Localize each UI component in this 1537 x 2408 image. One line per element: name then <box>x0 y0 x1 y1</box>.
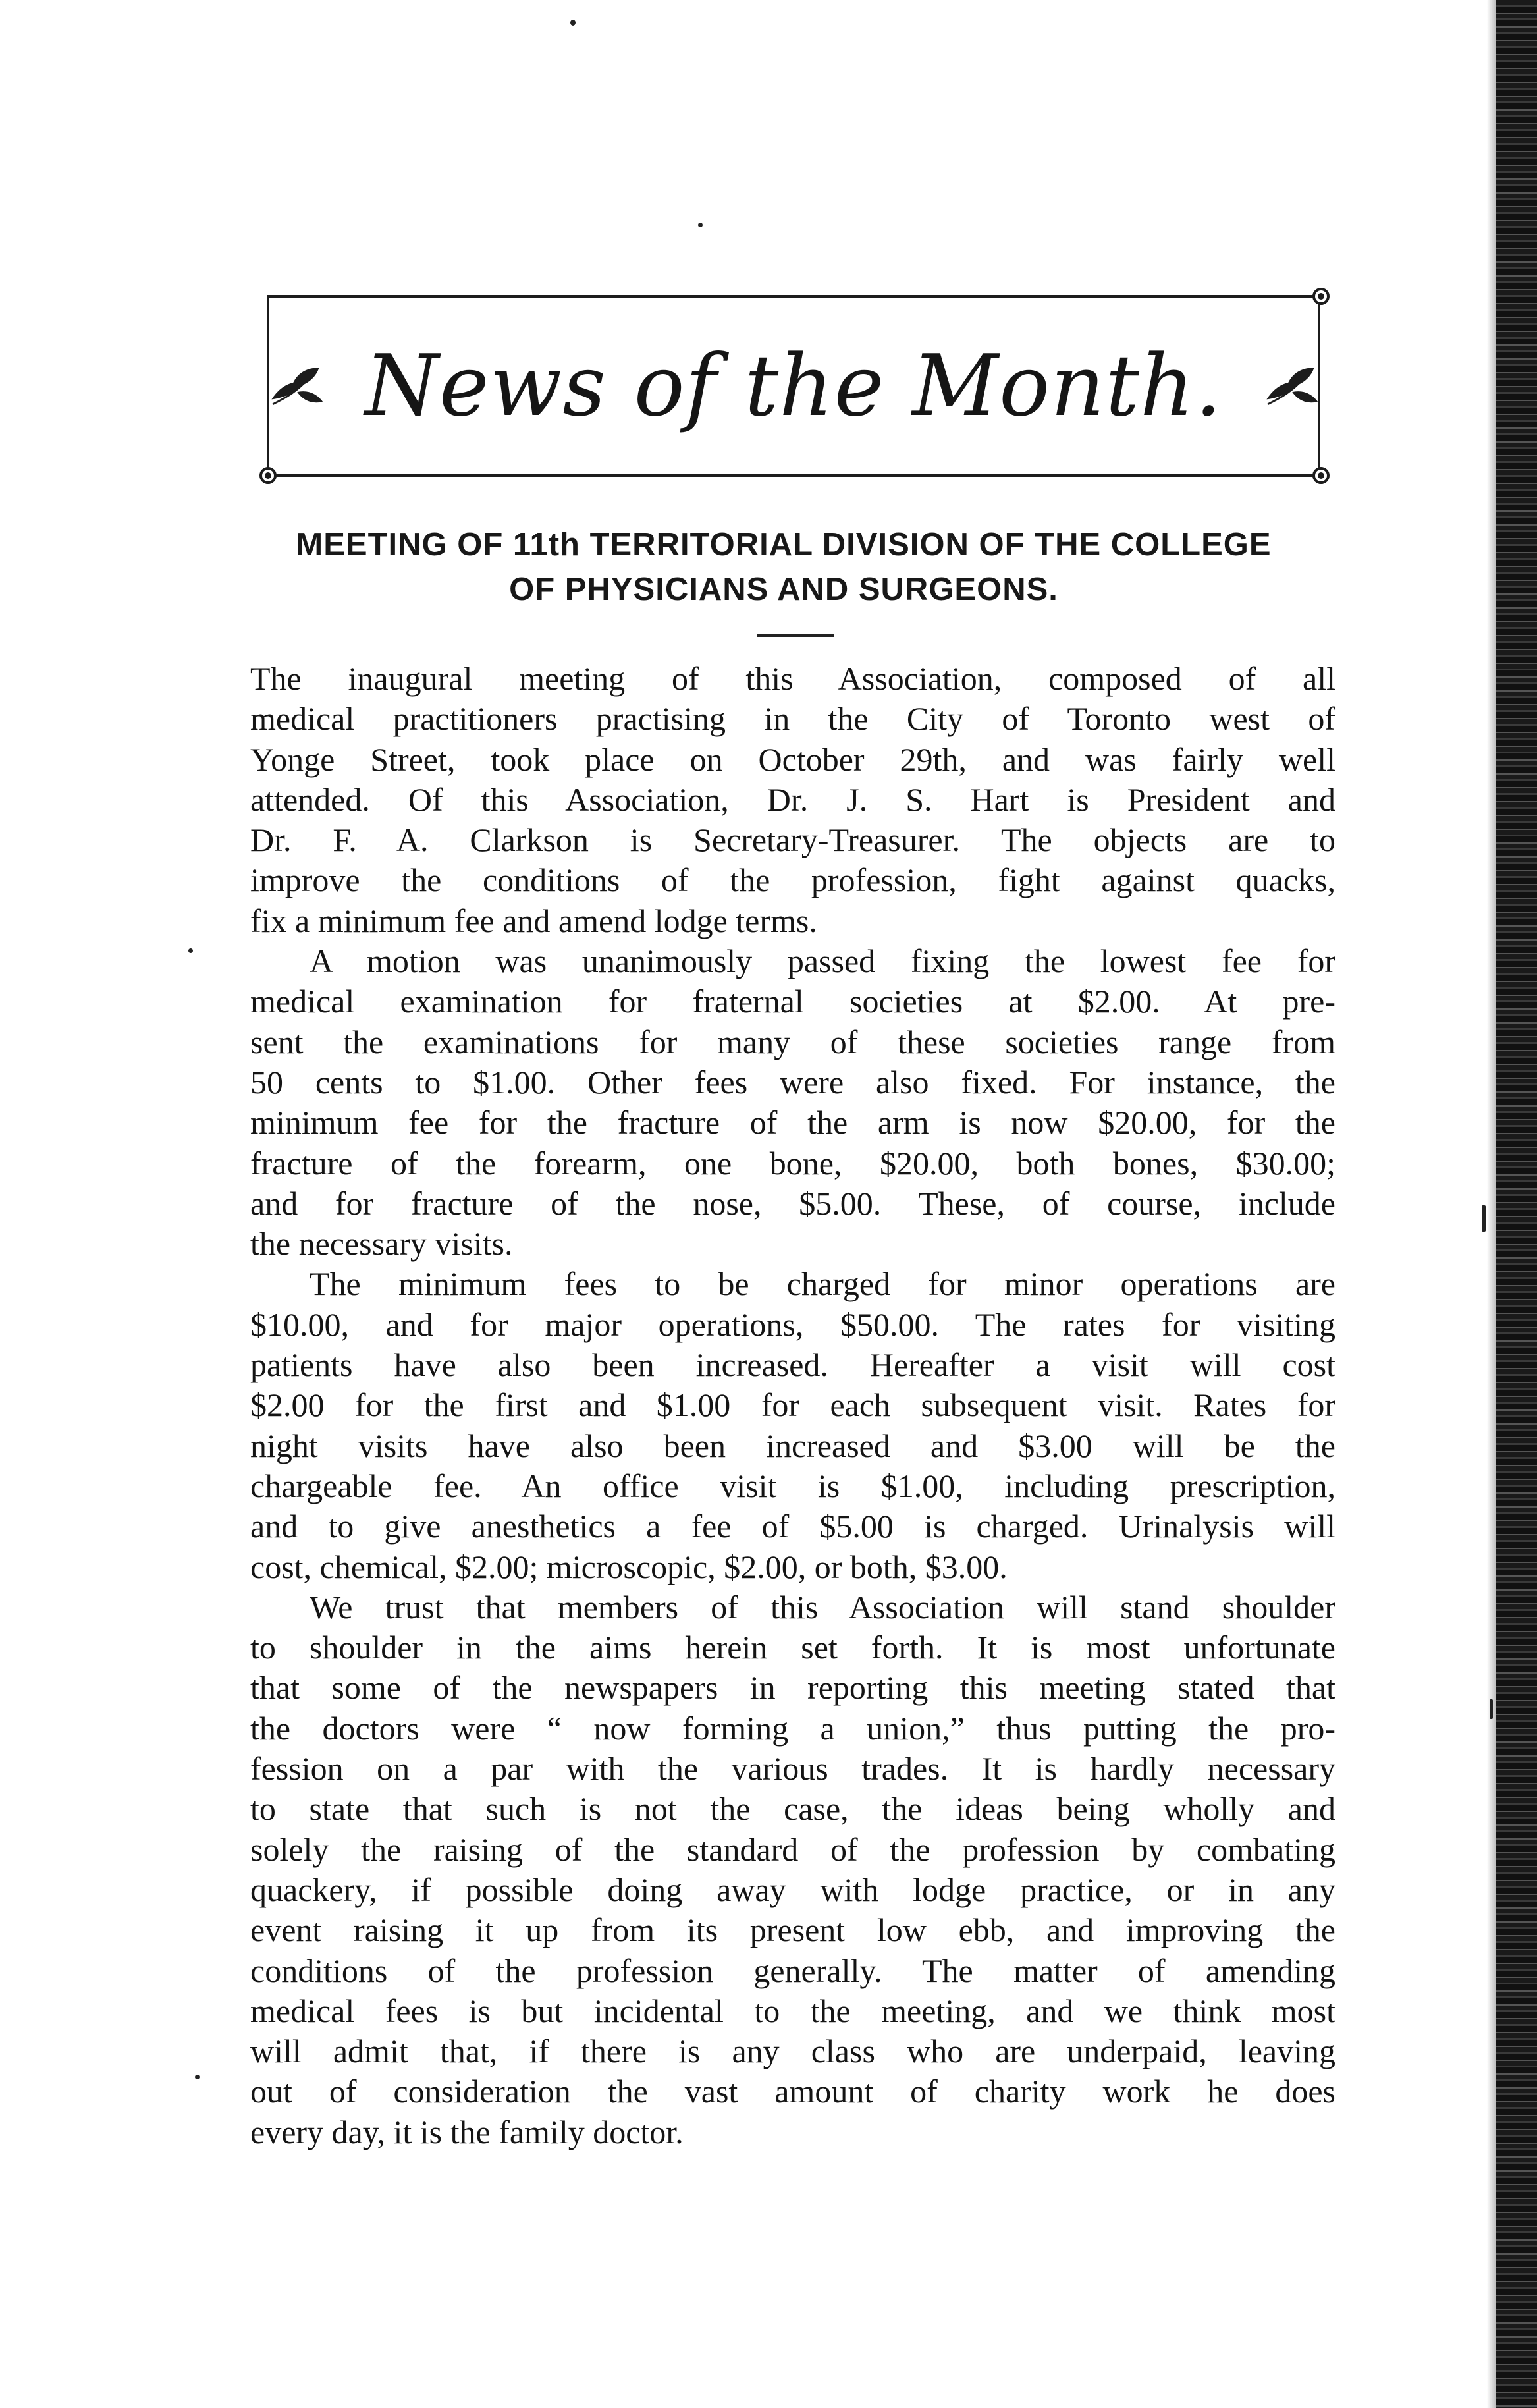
header-frame <box>267 295 1328 481</box>
article-body <box>250 659 1335 2152</box>
header-title-row <box>267 295 1320 477</box>
text-line: Dr. F. A. Clarkson is Secretary-Treasurer. The objects are to <box>250 821 1335 859</box>
text-line: medical examination for fraternal societies at $2.00. At pre- <box>250 983 1335 1020</box>
text-line: $2.00 for the first and $1.00 for each subsequent visit. Rates for <box>250 1386 1335 1424</box>
article-paragraph <box>250 941 1335 1264</box>
text-line: A motion was unanimously passed fixing the lowest fee for <box>310 943 1335 980</box>
text-line: patients have also been increased. Hereafter a visit will cost <box>250 1346 1335 1384</box>
text-line: and to give anesthetics a fee of $5.00 is charged. Urinalysis will <box>250 1508 1335 1545</box>
text-line: will admit that, if there is any class who are underpaid, leaving <box>250 2033 1335 2070</box>
text-line: that some of the newspapers in reporting this meeting stated that <box>250 1669 1335 1707</box>
text-line: 50 cents to $1.00. Other fees were also fixed. For instance, the <box>250 1063 1335 1101</box>
text-line: out of consideration the vast amount of charity work he does <box>250 2073 1335 2110</box>
scan-speck <box>698 223 703 227</box>
text-line: medical fees is but incidental to the meeting, and we think most <box>250 1992 1335 2029</box>
article-paragraph <box>250 1587 1335 2152</box>
text-line: The inaugural meeting of this Association, composed of all <box>250 660 1335 697</box>
text-line: Yonge Street, took place on October 29th, and was fairly well <box>250 740 1335 778</box>
article-paragraph <box>250 1264 1335 1587</box>
text-line: fession on a par with the various trades. It is hardly necessary <box>250 1750 1335 1788</box>
text-line: every day, it is the family doctor. <box>250 2113 684 2150</box>
text-line: We trust that members of this Association will stand shoulder <box>310 1588 1335 1626</box>
article-heading <box>224 522 1343 612</box>
scan-speck <box>1490 1699 1493 1719</box>
text-line: The minimum fees to be charged for minor operations are <box>310 1265 1335 1303</box>
heading-divider <box>757 634 834 637</box>
text-line: conditions of the profession generally. The matter of amending <box>250 1952 1335 1989</box>
scan-speck <box>1482 1205 1486 1232</box>
text-line: event raising it up from its present low ebb, and improving the <box>250 1911 1335 1949</box>
text-line: the necessary visits. <box>250 1225 513 1263</box>
text-line: fracture of the forearm, one bone, $20.00, both bones, $30.00; <box>250 1144 1335 1182</box>
text-line: solely the raising of the standard of the profession by combating <box>250 1830 1335 1868</box>
text-line: $10.00, and for major operations, $50.00. The rates for visiting <box>250 1305 1335 1343</box>
header-title: News of the Month. <box>364 337 1223 435</box>
text-line: improve the conditions of the profession, fight against quacks, <box>250 862 1335 899</box>
text-line: quackery, if possible doing away with lodge practice, or in any <box>250 1871 1335 1908</box>
text-line: minimum fee for the fracture of the arm is now $20.00, for the <box>250 1104 1335 1141</box>
scan-speck <box>188 948 193 953</box>
leaf-ornament-icon <box>1262 360 1320 412</box>
leaf-ornament-icon <box>267 360 325 412</box>
text-line: to state that such is not the case, the ideas being wholly and <box>250 1790 1335 1828</box>
article-heading-line: OF PHYSICIANS AND SURGEONS. <box>509 572 1058 607</box>
text-line: sent the examinations for many of these societies range from <box>250 1023 1335 1060</box>
text-line: to shoulder in the aims herein set forth. It is most unfortunate <box>250 1629 1335 1666</box>
binding-edge <box>1496 0 1537 2408</box>
scan-speck <box>570 20 576 26</box>
article-heading-line: MEETING OF 11th TERRITORIAL DIVISION OF THE COLLEGE <box>296 527 1272 562</box>
scan-speck <box>195 2075 200 2079</box>
text-line: night visits have also been increased and $3.00 will be the <box>250 1427 1335 1464</box>
article-paragraph <box>250 659 1335 941</box>
text-line: and for fracture of the nose, $5.00. These, of course, include <box>250 1184 1335 1222</box>
text-line: attended. Of this Association, Dr. J. S. Hart is President and <box>250 780 1335 818</box>
text-line: the doctors were “ now forming a union,” thus putting the pro- <box>250 1709 1335 1747</box>
text-line: medical practitioners practising in the City of Toronto west of <box>250 700 1335 738</box>
text-line: cost, chemical, $2.00; microscopic, $2.00, or both, $3.00. <box>250 1548 1008 1585</box>
text-line: fix a minimum fee and amend lodge terms. <box>250 902 817 939</box>
text-line: chargeable fee. An office visit is $1.00, including prescription, <box>250 1467 1335 1504</box>
